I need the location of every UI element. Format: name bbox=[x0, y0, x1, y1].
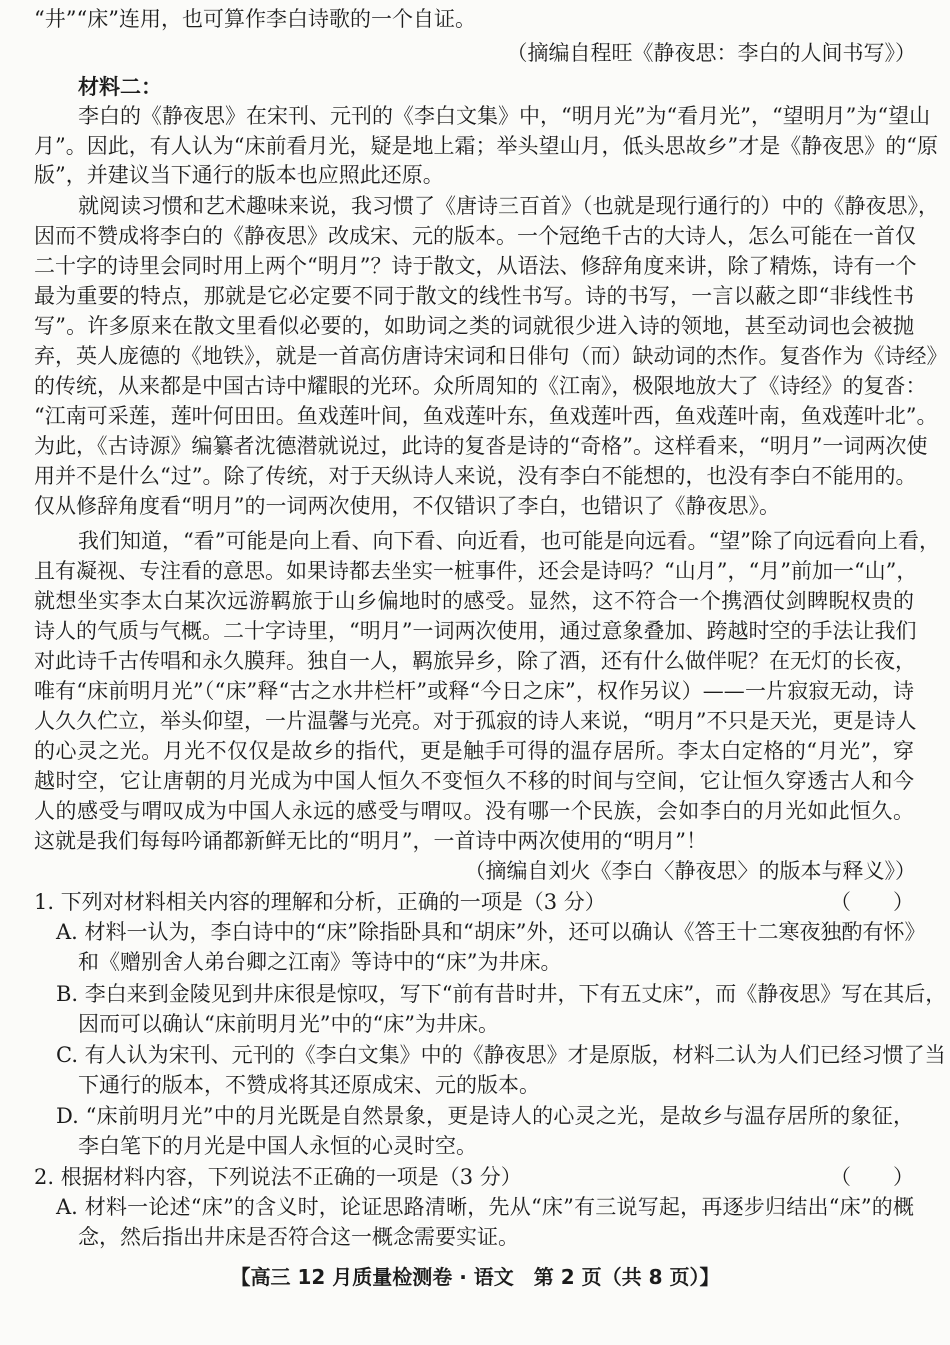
option-line: 因而可以确认“床前明月光”中的“床”为井床。 bbox=[78, 1012, 499, 1036]
question-1-text: 1. 下列对材料相关内容的理解和分析，正确的一项是（3 分） bbox=[34, 890, 606, 914]
paragraph-line: 月”。因此，有人认为“床前看月光，疑是地上霜；举头望山月，低头思故乡”才是《静夜思》的“原 bbox=[34, 134, 938, 158]
page-footer: 【高三 12 月质量检测卷 · 语文 第 2 页（共 8 页）】 bbox=[230, 1265, 720, 1289]
paragraph-line: 版”，并建议当下通行的版本也应照此还原。 bbox=[34, 163, 444, 187]
option-line: 念，然后指出井床是否符合这一概念需要实证。 bbox=[78, 1225, 519, 1249]
material-2-heading: 材料二： bbox=[78, 75, 162, 99]
paragraph-line: 就想坐实李太白某次远游羁旅于山乡偏地时的感受。显然，这不符合一个携酒仗剑睥睨权贵的 bbox=[34, 589, 914, 613]
paragraph-line: 最为重要的特点，那就是它必定要不同于散文的线性书写。诗的书写，一言以蔽之即“非线性书 bbox=[34, 284, 914, 308]
question-1-stem bbox=[34, 887, 914, 917]
option-line: D. “床前明月光”中的月光既是自然景象，更是诗人的心灵之光，是故乡与温存居所的象征， bbox=[56, 1104, 914, 1128]
paragraph-line: 诗人的气质与气概。二十字诗里，“明月”一词两次使用，通过意象叠加、跨越时空的手法让我们 bbox=[34, 619, 917, 643]
paragraph-line: 就阅读习惯和艺术趣味来说，我习惯了《唐诗三百首》（也就是现行通行的）中的《静夜思》， bbox=[78, 194, 939, 218]
paragraph-line: 人久久伫立，举头仰望，一片温馨与光亮。对于孤寂的诗人来说，“明月”不只是天光，更是诗人 bbox=[34, 709, 917, 733]
source-citation-1: （摘编自程旺《静夜思：李白的人间书写》） bbox=[506, 41, 916, 65]
paragraph-line: 的传统，从来都是中国古诗中耀眼的光环。众所周知的《江南》，极限地放大了《诗经》的复沓： bbox=[34, 374, 927, 398]
question-1-answer-blank: （ ） bbox=[830, 890, 914, 914]
option-line: 下通行的版本，不赞成将其还原成宋、元的版本。 bbox=[78, 1073, 540, 1097]
paragraph-line: 写”。许多原来在散文里看似必要的，如助词之类的词就很少进入诗的领地，甚至动词也会被抛 bbox=[34, 314, 914, 338]
paragraph-line: 唯有“床前明月光”（“床”释“古之水井栏杆”或释“今日之床”，权作另议）——一片寂寂无动，诗 bbox=[34, 679, 914, 703]
paragraph-line: 的心灵之光。月光不仅仅是故乡的指代，更是触手可得的温存居所。李太白定格的“月光”，穿 bbox=[34, 739, 914, 763]
option-line: C. 有人认为宋刊、元刊的《李白文集》中的《静夜思》才是原版，材料二认为人们已经习惯了当 bbox=[56, 1043, 946, 1067]
paragraph-line: 因而不赞成将李白的《静夜思》改成宋、元的版本。一个冠绝千古的大诗人，怎么可能在一首仅 bbox=[34, 224, 916, 248]
option-line: A. 材料一认为，李白诗中的“床”除指卧具和“胡床”外，还可以确认《答王十二寒夜独酌有怀》 bbox=[56, 920, 926, 944]
paragraph-line: 用并不是什么“过”。除了传统，对于天纵诗人来说，没有李白不能想的，也没有李白不能用的。 bbox=[34, 464, 917, 488]
paragraph-line: 李白的《静夜思》在宋刊、元刊的《李白文集》中，“明月光”为“看月光”，“望明月”为“望山 bbox=[78, 104, 931, 128]
top-line: “井”“床”连用，也可算作李白诗歌的一个自证。 bbox=[34, 7, 476, 31]
paragraph-line: 这就是我们每每吟诵都新鲜无比的“明月”，一首诗中两次使用的“明月”！ bbox=[34, 829, 707, 853]
question-2-answer-blank: （ ） bbox=[830, 1165, 914, 1189]
paragraph-line: 对此诗千古传唱和永久膜拜。独自一人，羁旅异乡，除了酒，还有什么做伴呢？在无灯的长夜， bbox=[34, 649, 916, 673]
paragraph-line: 越时空，它让唐朝的月光成为中国人恒久不变恒久不移的时间与空间，它让恒久穿透古人和今 bbox=[34, 769, 914, 793]
paragraph-line: 二十字的诗里会同时用上两个“明月”？诗于散文，从语法、修辞角度来讲，除了精炼，诗有一个 bbox=[34, 254, 917, 278]
paragraph-line: 仅从修辞角度看“明月”的一词两次使用，不仅错识了李白，也错识了《静夜思》。 bbox=[34, 494, 780, 518]
question-2-text: 2. 根据材料内容，下列说法不正确的一项是（3 分） bbox=[34, 1165, 522, 1189]
option-line: B. 李白来到金陵见到井床很是惊叹，写下“前有昔时井，下有五丈床”，而《静夜思》写在其后， bbox=[56, 982, 947, 1006]
option-line: 和《赠别舍人弟台卿之江南》等诗中的“床”为井床。 bbox=[78, 950, 562, 974]
option-line: A. 材料一论述“床”的含义时，论证思路清晰，先从“床”有三说写起，再逐步归结出“床”的概 bbox=[56, 1195, 914, 1219]
paragraph-line: 弃，英人庞德的《地铁》，就是一首高仿唐诗宋词和日俳句（而）缺动词的杰作。复沓作为《诗经》 bbox=[34, 344, 948, 368]
paragraph-line: “江南可采莲，莲叶何田田。鱼戏莲叶间，鱼戏莲叶东，鱼戏莲叶西，鱼戏莲叶南，鱼戏莲叶北”。 bbox=[34, 404, 938, 428]
option-line: 李白笔下的月光是中国人永恒的心灵时空。 bbox=[78, 1134, 477, 1158]
paragraph-line: 人的感受与喟叹成为中国人永远的感受与喟叹。没有哪一个民族，会如李白的月光如此恒久。 bbox=[34, 799, 914, 823]
paragraph-line: 为此，《古诗源》编纂者沈德潜就说过，此诗的复沓是诗的“奇格”。这样看来，“明月”一词两次使 bbox=[34, 434, 928, 458]
question-2-stem bbox=[34, 1162, 914, 1192]
source-citation-2: （摘编自刘火《李白〈静夜思〉的版本与释义》） bbox=[464, 859, 916, 883]
paragraph-line: 我们知道，“看”可能是向上看、向下看、向近看，也可能是向远看。“望”除了向远看向上看， bbox=[78, 529, 940, 553]
paragraph-line: 且有凝视、专注看的意思。如果诗都去坐实一桩事件，还会是诗吗？“山月”，“月”前加一“山”， bbox=[34, 559, 918, 583]
